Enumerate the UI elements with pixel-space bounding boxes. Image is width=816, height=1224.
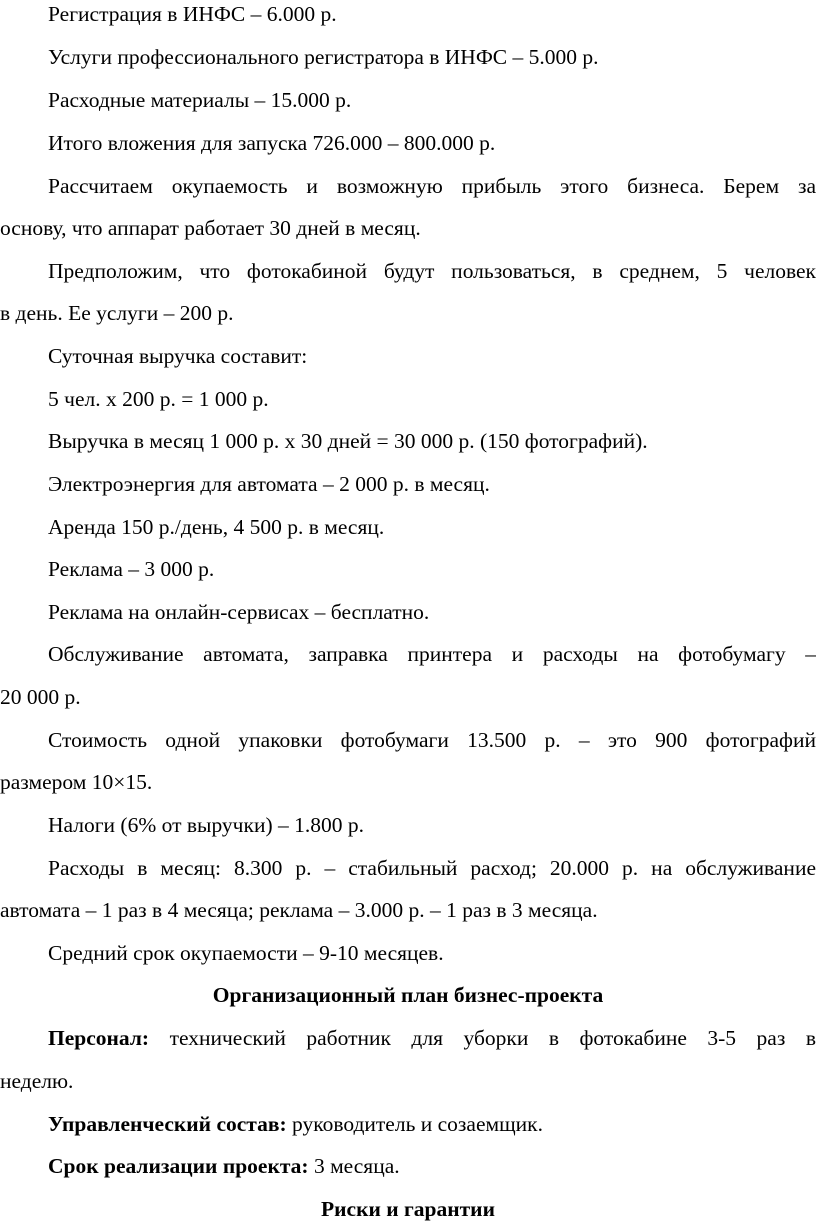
paragraph-line: Реклама на онлайн-сервисах – бесплатно. xyxy=(48,600,430,624)
section-heading-organizational-plan: Организационный план бизнес-проекта xyxy=(212,983,604,1007)
paragraph-line: неделю. xyxy=(0,1069,74,1093)
term-label: Срок реализации проекта: xyxy=(48,1154,309,1178)
management-text: руководитель и созаемщик. xyxy=(286,1112,543,1136)
term-line xyxy=(0,1152,816,1180)
paragraph-line: Реклама – 3 000 р. xyxy=(48,557,215,581)
paragraph-line: Налоги (6% от выручки) – 1.800 р. xyxy=(48,813,364,837)
paragraph-line: Стоимость одной упаковки фотобумаги 13.500 р. – это 900 фотографий xyxy=(48,728,816,752)
paragraph-line: Предположим, что фотокабиной будут пользоваться, в среднем, 5 человек xyxy=(48,259,816,283)
paragraph-line: Рассчитаем окупаемость и возможную прибыль этого бизнеса. Берем за xyxy=(48,174,816,198)
paragraph-line: Итого вложения для запуска 726.000 – 800.000 р. xyxy=(48,131,496,155)
management-label: Управленческий состав: xyxy=(48,1112,287,1136)
paragraph-line: Расходные материалы – 15.000 р. xyxy=(48,88,352,112)
section-heading-risks: Риски и гарантии xyxy=(321,1197,495,1221)
paragraph-line: Суточная выручка составит: xyxy=(48,344,308,368)
paragraph-line: Выручка в месяц 1 000 р. х 30 дней = 30 000 р. (150 фотографий). xyxy=(48,429,648,453)
paragraph-line: автомата – 1 раз в 4 месяца; реклама – 3.000 р. – 1 раз в 3 месяца. xyxy=(0,898,598,922)
paragraph-line: 5 чел. х 200 р. = 1 000 р. xyxy=(48,387,269,411)
paragraph-line: Обслуживание автомата, заправка принтера и расходы на фотобумагу – xyxy=(48,642,816,666)
personnel-line xyxy=(0,1024,816,1052)
paragraph-line: Средний срок окупаемости – 9-10 месяцев. xyxy=(48,941,444,965)
management-line xyxy=(0,1110,816,1138)
term-text: 3 месяца. xyxy=(308,1154,400,1178)
paragraph-line: Регистрация в ИНФС – 6.000 р. xyxy=(48,2,337,26)
paragraph-line: 20 000 р. xyxy=(0,685,81,709)
paragraph-line: Электроэнергия для автомата – 2 000 р. в месяц. xyxy=(48,472,490,496)
paragraph-line: Аренда 150 р./день, 4 500 р. в месяц. xyxy=(48,515,385,539)
paragraph-line: в день. Ее услуги – 200 р. xyxy=(0,301,234,325)
paragraph-line: Расходы в месяц: 8.300 р. – стабильный расход; 20.000 р. на обслуживание xyxy=(48,856,816,880)
paragraph-line: основу, что аппарат работает 30 дней в месяц. xyxy=(0,216,421,240)
paragraph-line: Услуги профессионального регистратора в ИНФС – 5.000 р. xyxy=(48,45,599,69)
personnel-label: Персонал: xyxy=(48,1026,150,1050)
personnel-text: технический работник для уборки в фотокабине 3-5 раз в xyxy=(149,1026,816,1050)
paragraph-line: размером 10×15. xyxy=(0,770,153,794)
